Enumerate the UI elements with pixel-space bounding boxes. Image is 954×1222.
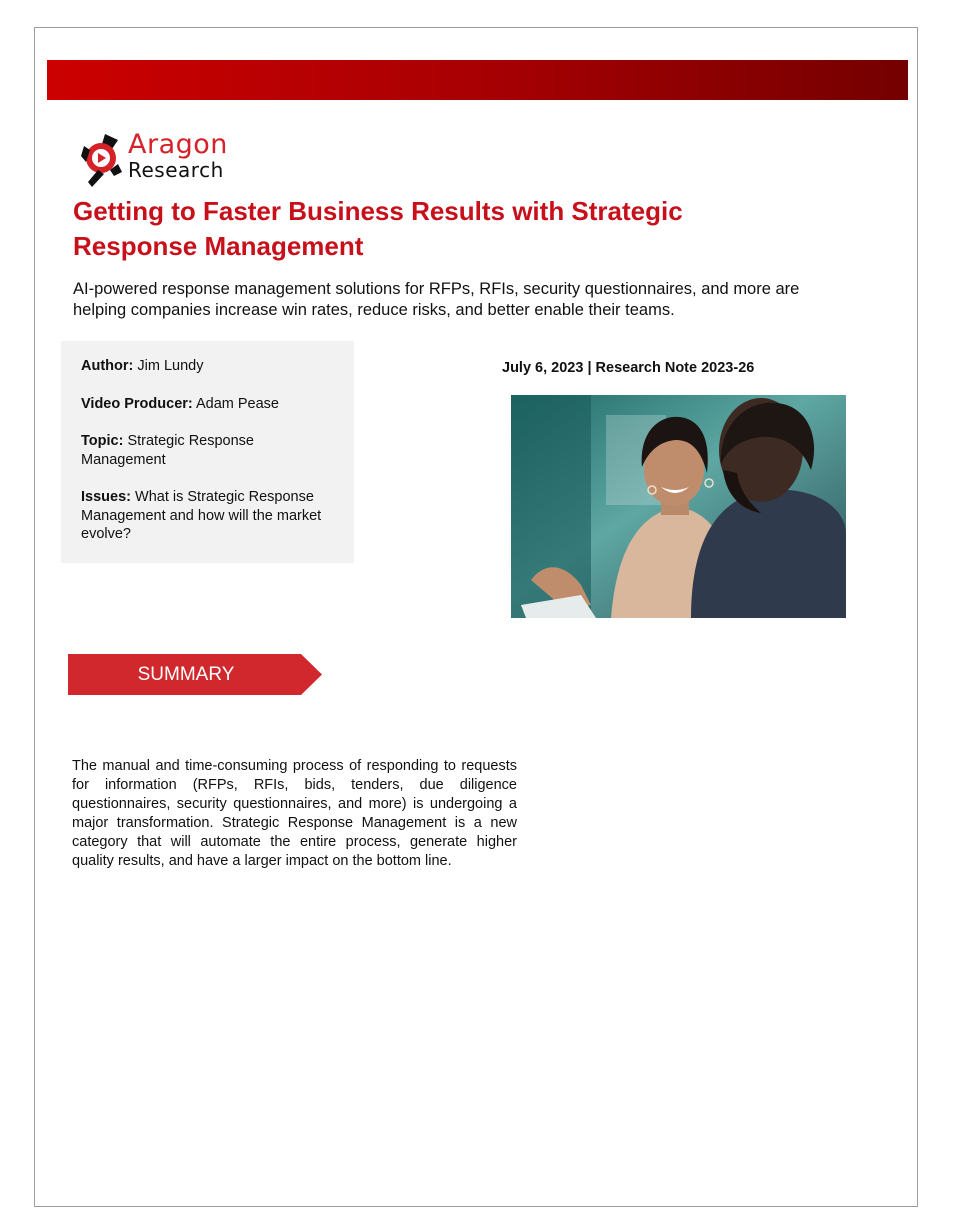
business-meeting-photo [511, 395, 846, 618]
meta-topic-label: Topic: [81, 433, 124, 449]
publication-date-line: July 6, 2023 | Research Note 2023-26 [502, 360, 755, 376]
summary-paragraph: The manual and time-consuming process of responding to requests for information (RFPs, RFIs, bids, tenders, due diligence questionnaires, security questionnaires, and more) is undergoing a major transformation. Strategic Response Management is a new category that will automate the entire process, generate higher quality results, and have a larger impact on the bottom line. [72, 758, 517, 869]
meta-issues [81, 488, 336, 544]
aragon-research-logo [80, 129, 280, 192]
meta-producer-value: Adam Pease [195, 395, 279, 412]
summary-banner [68, 654, 322, 695]
metadata-box [61, 341, 354, 563]
logo-word-research: Research [128, 158, 224, 182]
logo-wordmark [128, 130, 228, 180]
meta-author-value: Jim Lundy [137, 358, 204, 374]
meta-topic-value: Strategic Response Management [81, 433, 254, 468]
aragon-play-shield-icon [80, 132, 126, 188]
meta-author-label: Author: [81, 358, 134, 374]
meta-author [81, 357, 336, 376]
header-band [47, 60, 908, 100]
document-title: Getting to Faster Business Results with Strategic Response Management [73, 196, 683, 261]
meta-topic [81, 432, 336, 469]
logo-word-aragon: Aragon [128, 129, 228, 160]
meta-producer-label: Video Producer: [81, 395, 193, 412]
document-subtitle: AI-powered response management solutions for RFPs, RFIs, security questionnaires, and more are helping companies increase win rates, reduce risks, and better enable their teams. [73, 280, 800, 319]
meta-issues-label: Issues: [81, 489, 131, 505]
meta-issues-value: What is Strategic Response Management and how will the market evolve? [81, 489, 322, 542]
meta-video-producer [81, 395, 336, 414]
summary-heading: SUMMARY [137, 664, 235, 685]
